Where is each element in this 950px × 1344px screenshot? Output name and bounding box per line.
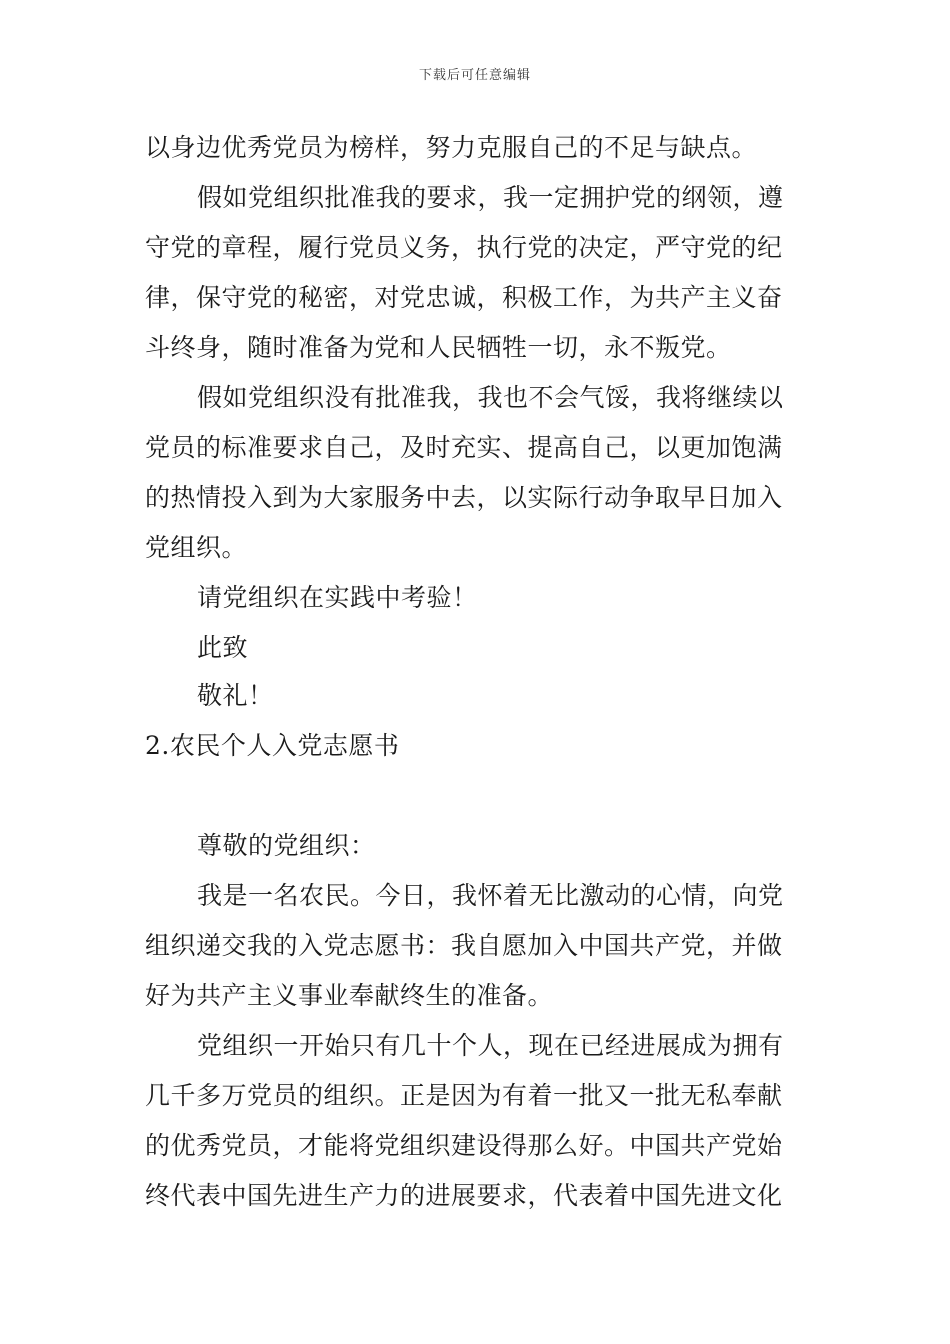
body-line: 终代表中国先进生产力的进展要求，代表着中国先进文化 <box>145 1181 783 1210</box>
body-line: 的优秀党员，才能将党组织建设得那么好。中国共产党始 <box>145 1131 783 1160</box>
body-line: 好为共产主义事业奉献终生的准备。 <box>145 981 554 1010</box>
body-line: 党组织。 <box>145 533 248 562</box>
salutation: 尊敬的党组织： <box>197 831 376 860</box>
paragraph-start-line: 我是一名农民。今日，我怀着无比激动的心情，向党 <box>197 881 784 910</box>
section-heading: 2.农民个人入党志愿书 <box>145 731 400 760</box>
body-line: 几千多万党员的组织。正是因为有着一批又一批无私奉献 <box>145 1081 783 1110</box>
body-line: 的热情投入到为大家服务中去，以实际行动争取早日加入 <box>145 483 783 512</box>
body-line: 以身边优秀党员为榜样，努力克服自己的不足与缺点。 <box>145 133 758 162</box>
paragraph-start-line: 假如党组织没有批准我，我也不会气馁，我将继续以 <box>197 383 784 412</box>
body-line: 党员的标准要求自己，及时充实、提高自己，以更加饱满 <box>145 433 783 462</box>
paragraph-start-line: 假如党组织批准我的要求，我一定拥护党的纲领，遵 <box>197 183 784 212</box>
page-header: 下载后可任意编辑 <box>418 68 531 83</box>
closing-salutation: 此致 <box>197 633 249 662</box>
paragraph-start-line: 党组织一开始只有几十个人，现在已经进展成为拥有 <box>197 1031 784 1060</box>
body-line: 组织递交我的入党志愿书：我自愿加入中国共产党，并做 <box>145 931 783 960</box>
closing-line: 请党组织在实践中考验！ <box>197 583 478 612</box>
body-line: 律，保守党的秘密，对党忠诚，积极工作，为共产主义奋 <box>145 283 783 312</box>
body-line: 斗终身，随时准备为党和人民牺牲一切，永不叛党。 <box>145 333 732 362</box>
body-line: 守党的章程，履行党员义务，执行党的决定，严守党的纪 <box>145 233 783 262</box>
closing-salutation: 敬礼！ <box>197 681 274 710</box>
